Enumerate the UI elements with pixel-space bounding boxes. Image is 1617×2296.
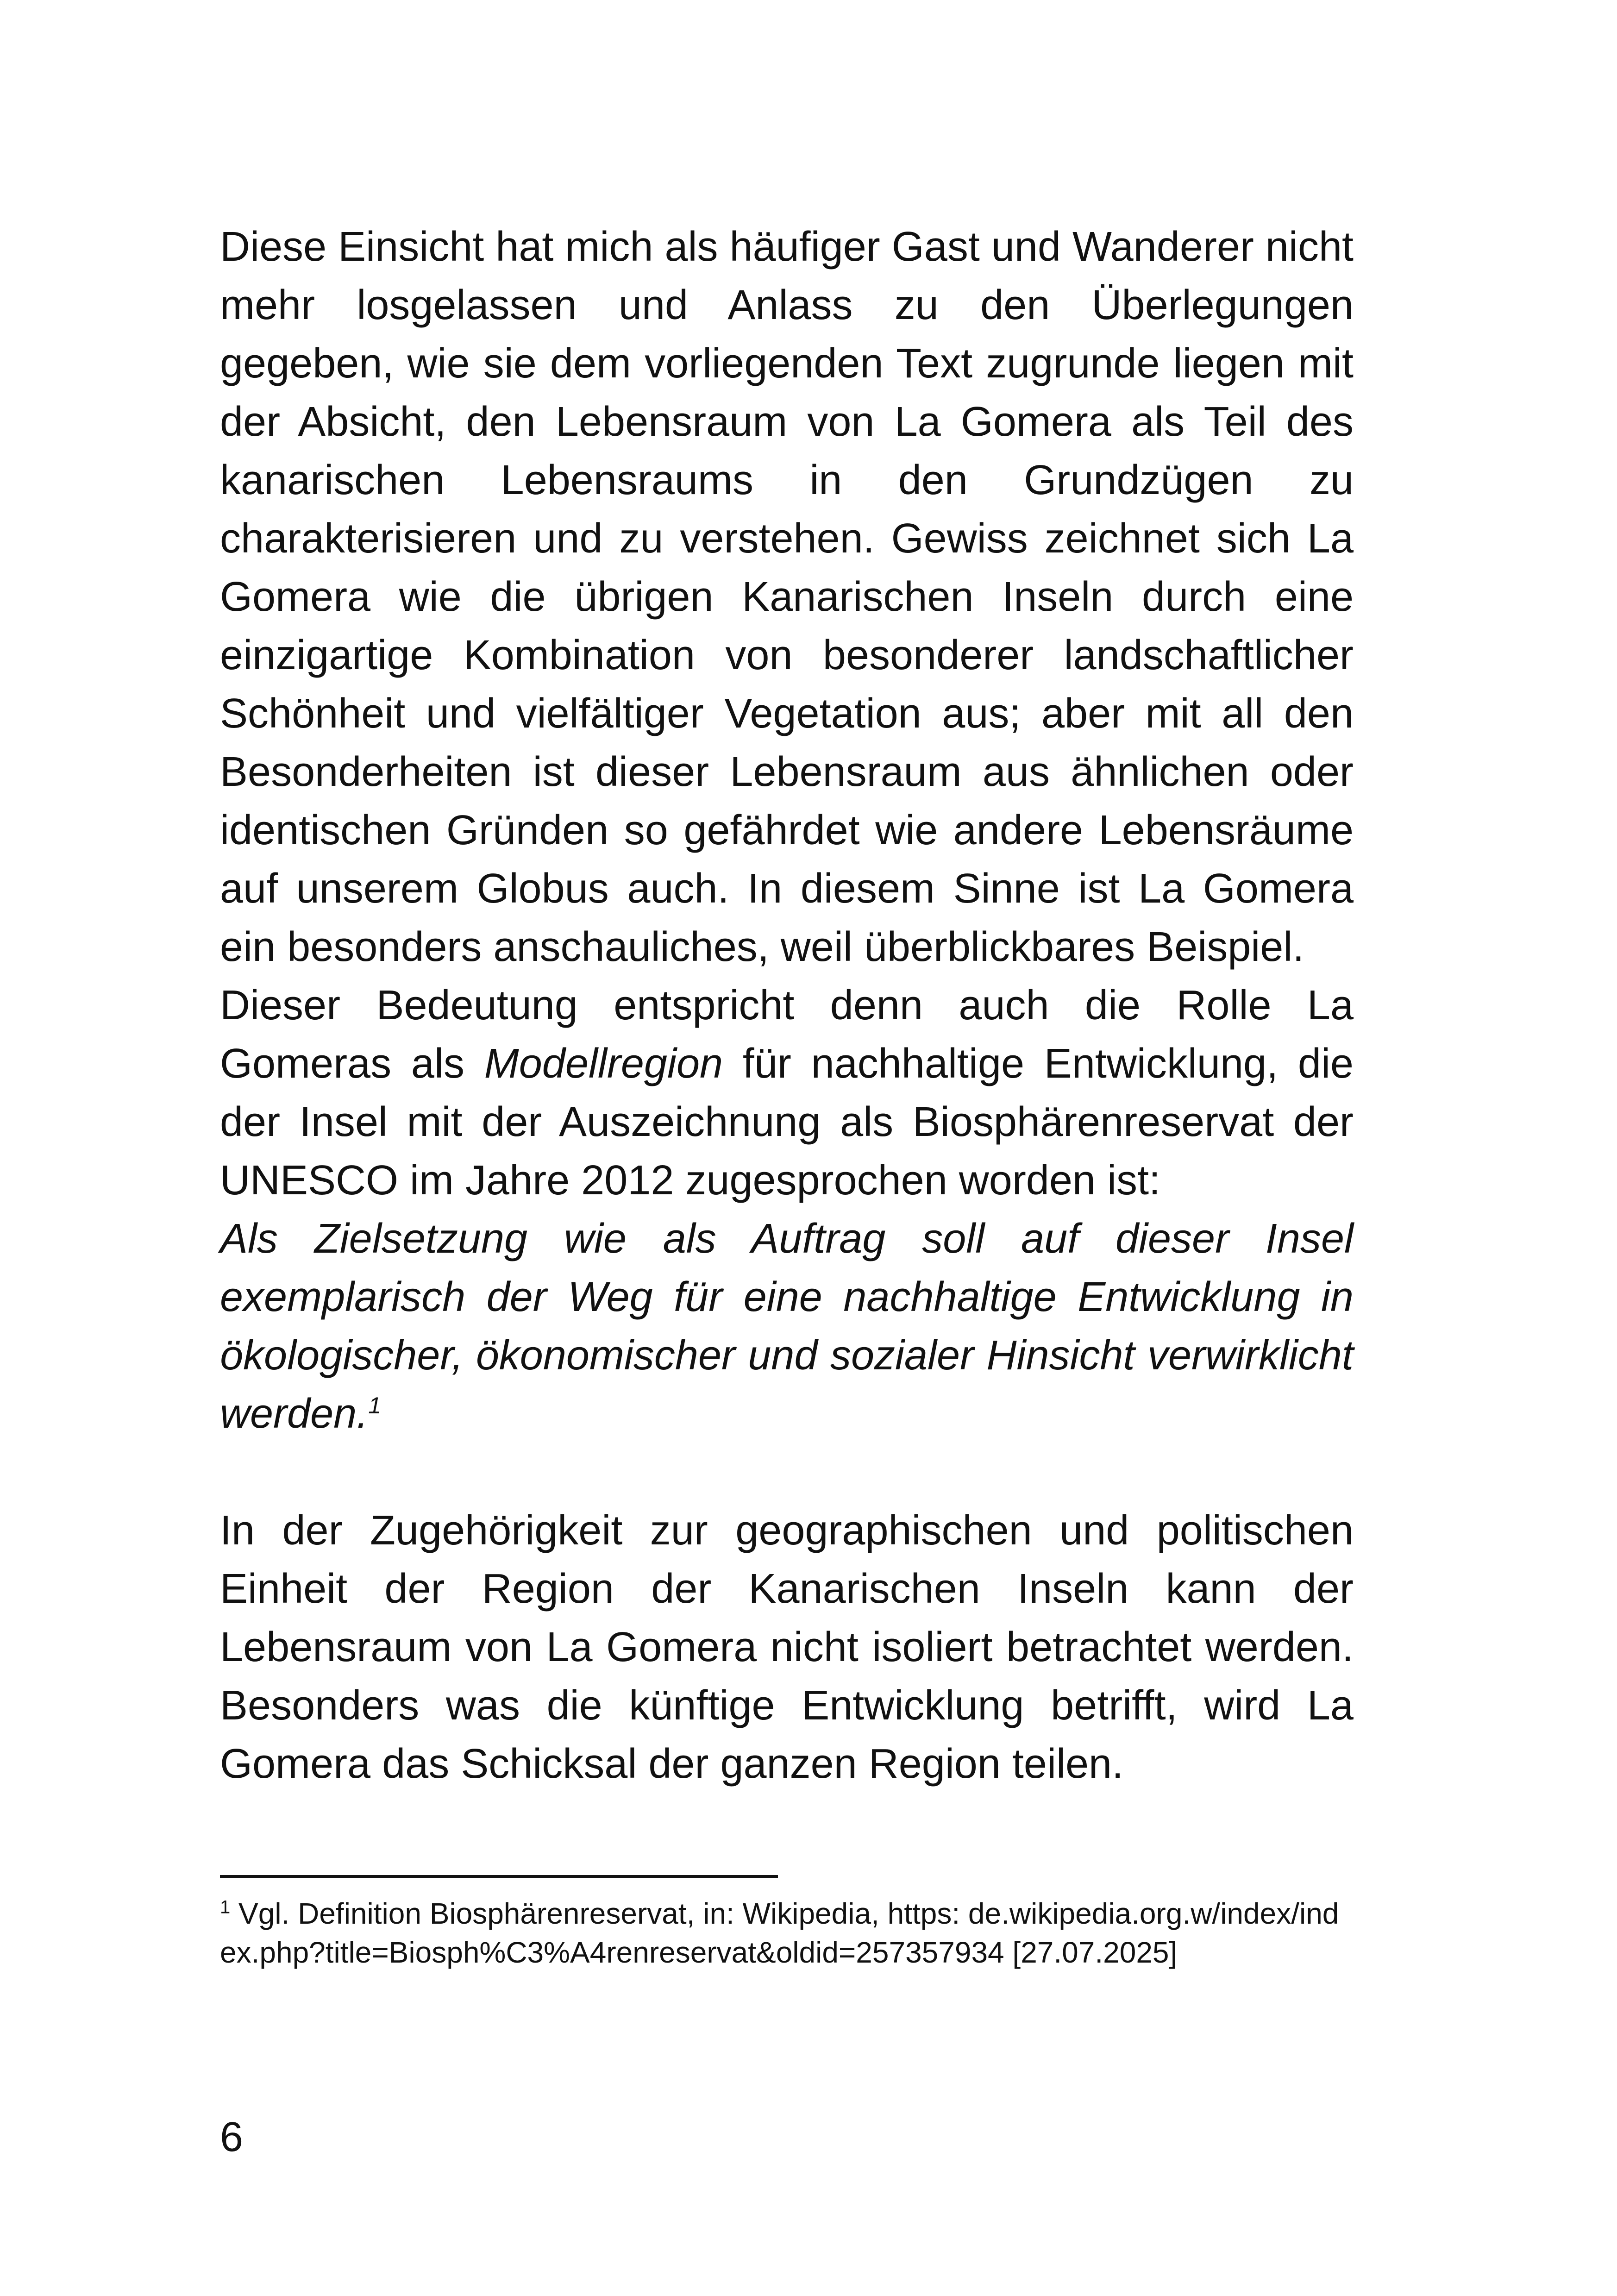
page-number: 6 [220, 2114, 244, 2160]
paragraph-2-text-before: Dieser Bedeutung entspricht denn auch die Rolle La Gomeras als [220, 982, 1354, 1087]
paragraph-2-text-after: für nachhaltige Entwicklung, die der Insel mit der Auszeichnung als Biosphärenreservat der UNESCO im Jahre 2012 zugesprochen worden ist: [220, 1041, 1354, 1204]
footnote-separator [220, 1875, 778, 1878]
footnote [220, 1894, 1354, 1972]
paragraph-spacer [220, 1443, 1354, 1501]
paragraph-1: Diese Einsicht hat mich als häufiger Gast und Wanderer nicht mehr losgelassen und Anlass zu den Überlegungen gegeben, wie sie dem vorliegenden Text zugrunde liegen mit der Absicht, den Lebensraum von La Gomera als Teil des kanarischen Lebensraums in den Grundzügen zu charakterisieren und zu verstehen. Gewiss zeichnet sich La Gomera wie die übrigen Kanarischen Inseln durch eine einzigartige Kombination von besonderer landschaftlicher Schönheit und vielfältiger Vegetation aus; aber mit all den Besonderheiten ist dieser Lebensraum aus ähnlichen oder identischen Gründen so gefährdet wie andere Lebensräume auf unserem Globus auch. In diesem Sinne ist La Gomera ein besonders anschauliches, weil überblickbares Beispiel. [220, 224, 1354, 970]
footnote-text: Vgl. Definition Biosphärenreservat, in: Wikipedia, https: de.wikipedia.org.w/index/index.php?title=Biosph%C3%A4renreservat&oldid=257357934 [27.07.2025] [220, 1897, 1339, 1969]
footnote-marker: 1 [220, 1897, 231, 1918]
main-text [220, 218, 1354, 1793]
emphasis-modellregion: Modellregion [484, 1041, 723, 1087]
paragraph-2 [220, 976, 1354, 1210]
paragraph-3: In der Zugehörigkeit zur geographischen und politischen Einheit der Region der Kanarischen Inseln kann der Lebensraum von La Gomera nicht isoliert betrachtet werden. Besonders was die künftige Entwicklung betrifft, wird La Gomera das Schicksal der ganzen Region teilen. [220, 1507, 1354, 1787]
quote-paragraph [220, 1210, 1354, 1443]
footnote-reference[interactable]: 1 [368, 1393, 381, 1418]
quote-text: Als Zielsetzung wie als Auftrag soll auf dieser Insel exemplarisch der Weg für eine nachhaltige Entwicklung in ökologischer, ökonomischer und sozialer Hinsicht verwirklicht werden. [220, 1216, 1354, 1437]
